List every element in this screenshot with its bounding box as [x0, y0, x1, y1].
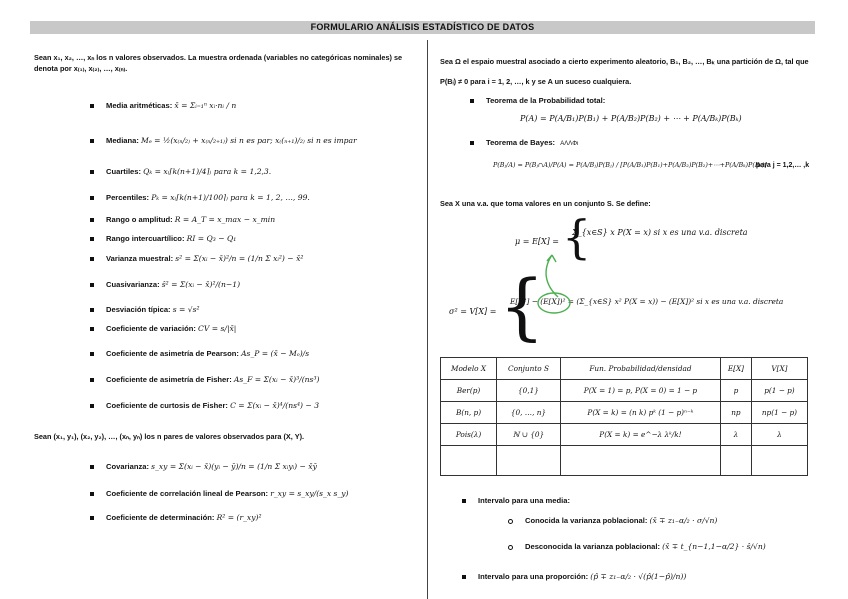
formula-item — [90, 215, 275, 224]
bullet-icon — [470, 99, 474, 103]
table-row — [441, 424, 808, 446]
bayes-formula: P(Bⱼ/A) = P(Bⱼ∩A)/P(A) = P(A/Bⱼ)P(Bⱼ) / [P(A/B₁)P(B₁)+P(A/B₂)P(B₂)+⋯+P(A/Bₖ)P(Bₖ)] — [493, 161, 767, 169]
table-header-cell: E[X] — [720, 358, 751, 380]
var-rhs: E[X²] − (E[X])² = (Σ_{x∈S} x² P(X = x)) − (E[X])² si x es una v.a. discreta — [510, 297, 784, 306]
formula-label: Coeficiente de determinación: — [106, 513, 215, 522]
formula-expression: Qₖ = x₍⌈k(n+1)/4⌉₎ para k = 1,2,3. — [143, 167, 272, 176]
formula-expression: As_F = Σ(xᵢ − x̄)³/(ns³) — [233, 375, 320, 384]
bullet-icon — [90, 327, 94, 331]
bullet-icon — [90, 465, 94, 469]
circle-bullet-icon — [508, 519, 513, 524]
bullet-icon — [462, 499, 466, 503]
table-cell: Pois(λ) — [441, 424, 497, 446]
table-row — [441, 402, 808, 424]
formula-label: Coeficiente de curtosis de Fisher: — [106, 401, 228, 410]
formula-label: Desviación típica: — [106, 305, 171, 314]
table-header-cell: Modelo X — [441, 358, 497, 380]
formula-label: Mediana: — [106, 136, 139, 145]
table-cell: P(X = 1) = p, P(X = 0) = 1 − p — [560, 380, 720, 402]
formula-expression: R = A_T = x_max − x_min — [174, 215, 276, 224]
table-cell: ℕ ∪ {0} — [497, 424, 561, 446]
formula-expression: x̄ = Σᵢ₌₁ⁿ xᵢ·nᵢ / n — [174, 101, 237, 110]
formula-label: Varianza muestral: — [106, 254, 174, 263]
table-cell — [720, 446, 751, 476]
table-row — [441, 446, 808, 476]
bullet-icon — [90, 404, 94, 408]
formula-item — [90, 234, 236, 243]
table-cell: Ber(p) — [441, 380, 497, 402]
formula-expression: R² = (r_xy)² — [216, 513, 262, 522]
distribution-table — [440, 357, 808, 476]
table-body — [441, 380, 808, 476]
formula-item — [90, 193, 310, 202]
formula-label: Percentiles: — [106, 193, 150, 202]
bullet-icon — [470, 141, 474, 145]
table-cell: λ — [720, 424, 751, 446]
table-cell: P(X = k) = (n k) pᵏ (1 − p)ⁿ⁻ᵏ — [560, 402, 720, 424]
table-header-row — [441, 358, 808, 380]
bullet-icon — [90, 237, 94, 241]
left-intro: Sean x₁, x₂, …, xₙ los n valores observados. La muestra ordenada (variables no categóricas nominales) se denota por x₍₁₎, x₍₂₎, …, x₍ₙ₎. — [34, 53, 403, 73]
table-header-cell: Conjunto S — [497, 358, 561, 380]
table-row — [441, 380, 808, 402]
formula-label: Rango intercuartílico: — [106, 234, 185, 243]
bullet-icon — [90, 139, 94, 143]
table-cell: p — [720, 380, 751, 402]
formula-item — [90, 349, 309, 358]
table-cell: {0,1} — [497, 380, 561, 402]
circle-bullet-icon — [508, 545, 513, 550]
formula-label: Cuartiles: — [106, 167, 142, 176]
highlight-ellipse — [536, 291, 572, 315]
right-intro: Sea Ω el espaio muestral asociado a cierto experimento aleatorio, B₁, B₂, …, Bₖ una partición de Ω, tal que P(Bᵢ) ≠ 0 para i = 1, 2, …, k y se A un suceso cualquiera. — [440, 57, 809, 86]
formula-expression: As_P = (x̄ − Mₒ)/s — [241, 349, 310, 358]
formula-label: Coeficiente de asimetría de Fisher: — [106, 375, 232, 384]
formula-expression: C = Σ(xᵢ − x̄)⁴/(ns⁴) − 3 — [230, 401, 320, 410]
mu-rhs: Σ_{x∈S} x P(X = x) si x es una v.a. discreta — [572, 228, 748, 237]
formula-expression: Mₑ = ½(x₍ₙ/₂₎ + x₍ₙ/₂₊₁₎) si n es par; x₍(ₙ₊₁)/₂₎ si n es impar — [141, 136, 357, 145]
bullet-icon — [90, 170, 94, 174]
formula-expression: s² = Σ(xᵢ − x̄)²/n = (1/n Σ xᵢ²) − x̄² — [175, 254, 304, 263]
mu-brace: { — [562, 210, 592, 264]
table-cell — [560, 446, 720, 476]
formula-expression: RI = Q₃ − Q₁ — [186, 234, 237, 243]
bullet-icon — [90, 378, 94, 382]
bullet-icon — [90, 218, 94, 222]
formula-item — [90, 401, 319, 410]
bullet-icon — [90, 257, 94, 261]
bullet-icon — [90, 516, 94, 520]
table-cell: P(X = k) = e^−λ λᵏ/k! — [560, 424, 720, 446]
formula-item — [90, 254, 303, 263]
formula-expression: s = √s² — [172, 305, 200, 314]
table-cell — [751, 446, 807, 476]
formula-label: Covarianza: — [106, 462, 150, 471]
formula-label: Coeficiente de asimetría de Pearson: — [106, 349, 239, 358]
page-title: FORMULARIO ANÁLISIS ESTADÍSTICO DE DATOS — [30, 21, 815, 34]
var-brace: { — [499, 264, 545, 348]
bayes-note: AΛΛΦι — [560, 141, 579, 147]
bullet-icon — [462, 575, 466, 579]
formula-expression: Pₖ = x₍⌈k(n+1)/100⌉₎ para k = 1, 2, …, 99. — [151, 193, 310, 202]
formula-item — [90, 375, 319, 384]
table-cell — [497, 446, 561, 476]
formula-expression: r_xy = s_xy/(s_x s_y) — [270, 489, 349, 498]
bullet-icon — [90, 283, 94, 287]
column-divider — [427, 40, 428, 599]
unknown-variance-item: Desconocida la varianza poblacional: (x̄ ∓ t_{n−1,1−α/2} · ŝ/√n) — [508, 542, 766, 551]
bullet-icon — [90, 352, 94, 356]
bullet-icon — [90, 492, 94, 496]
table-cell: np — [720, 402, 751, 424]
proportion-interval-item: Intervalo para una proporción: (p̂ ∓ z₁₋α/₂ · √(p̂(1−p̂)/n)) — [462, 572, 686, 581]
mu-lhs: μ = E[X] = — [515, 237, 560, 246]
pair-formula-item — [90, 462, 317, 471]
pairs-intro: Sean (x₁, y₁), (x₂, y₂), …, (xₙ, yₙ) los n pares de valores observados para (X, Y). — [34, 432, 305, 441]
formula-item — [90, 167, 271, 176]
table-header-cell: V[X] — [751, 358, 807, 380]
known-variance-item: Conocida la varianza poblacional: (x̄ ∓ z₁₋α/₂ · σ/√n) — [508, 516, 717, 525]
formula-expression: CV = s/|x̄| — [198, 324, 237, 333]
table-cell — [441, 446, 497, 476]
formula-label: Cuasivarianza: — [106, 280, 160, 289]
mean-interval-item: Intervalo para una media: — [462, 496, 570, 505]
pair-formula-item — [90, 489, 349, 498]
table-cell: λ — [751, 424, 807, 446]
bayes-tail: para j = 1,2,… ,k — [756, 162, 810, 169]
pair-formula-item — [90, 513, 262, 522]
bullet-icon — [90, 196, 94, 200]
formula-label: Media aritméticas: — [106, 101, 173, 110]
formula-label: Coeficiente de variación: — [106, 324, 196, 333]
formula-item — [90, 324, 236, 333]
bayes-item: Teorema de Bayes: AΛΛΦι — [470, 138, 578, 147]
total-probability-formula: P(A) = P(A/B₁)P(B₁) + P(A/B₂)P(B₂) + ⋯ + P(A/Bₖ)P(Bₖ) — [520, 114, 742, 123]
table-cell: {0, …, n} — [497, 402, 561, 424]
bullet-icon — [90, 308, 94, 312]
formula-item — [90, 136, 357, 145]
var-lhs: σ² = V[X] = — [449, 307, 497, 316]
total-probability-item: Teorema de la Probabilidad total: — [470, 96, 605, 105]
table-cell: np(1 − p) — [751, 402, 807, 424]
formula-expression: s_xy = Σ(xᵢ − x̄)(yᵢ − ȳ)/n = (1/n Σ xᵢyᵢ) − x̄ȳ — [151, 462, 317, 471]
formula-label: Rango o amplitud: — [106, 215, 173, 224]
formula-expression: ŝ² = Σ(xᵢ − x̄)²/(n−1) — [161, 280, 241, 289]
bullet-icon — [90, 104, 94, 108]
va-intro: Sea X una v.a. que toma valores en un conjunto S. Se define: — [440, 199, 651, 208]
table-header-cell: Fun. Probabilidad/densidad — [560, 358, 720, 380]
formula-item — [90, 305, 200, 314]
formula-item — [90, 280, 240, 289]
table-cell: B(n, p) — [441, 402, 497, 424]
formula-item — [90, 101, 236, 110]
formula-label: Coeficiente de correlación lineal de Pearson: — [106, 489, 269, 498]
table-cell: p(1 − p) — [751, 380, 807, 402]
